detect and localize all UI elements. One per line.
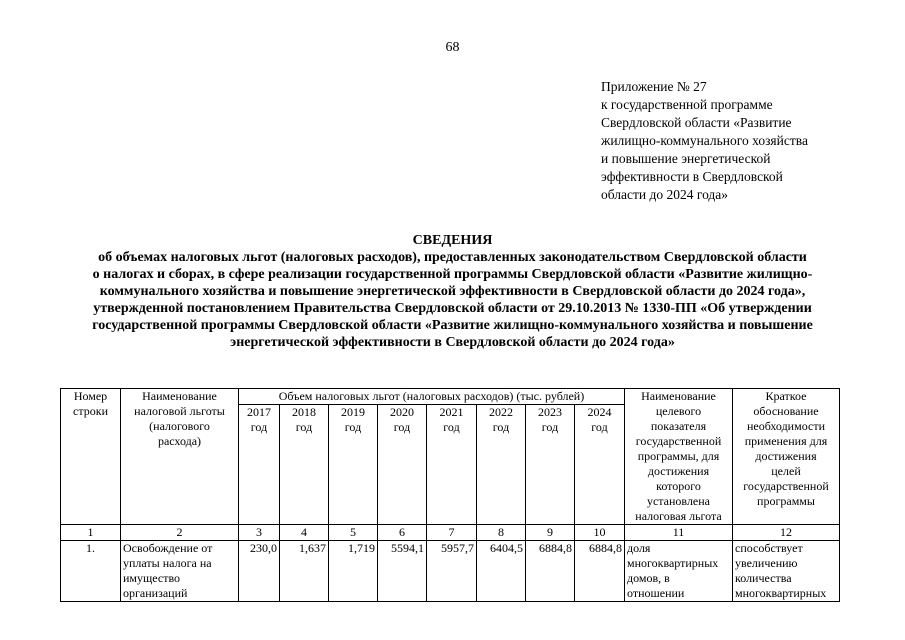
document-subtitle <box>40 249 865 351</box>
column-number: 11 <box>625 525 733 541</box>
header-year: 2019 год <box>329 405 378 525</box>
numbering-row <box>61 525 840 541</box>
header-benefit-name: Наименование налоговой льготы (налогового расхода) <box>121 389 239 525</box>
subtitle-line: государственной программы Свердловской области «Развитие жилищно-коммунального хозяйства и повышение <box>92 318 813 333</box>
subtitle-line: утвержденной постановлением Правительства Свердловской области от 29.10.2013 № 1330-ПП «Об утверждении <box>93 301 812 316</box>
appendix-line: эффективности в Свердловской <box>601 169 783 184</box>
benefit-name: Освобождение от уплаты налога на имущество организаций <box>121 541 239 602</box>
value-2023: 6884,8 <box>526 541 575 602</box>
appendix-line: Свердловской области «Развитие <box>601 115 792 130</box>
column-number: 4 <box>280 525 329 541</box>
value-2022: 6404,5 <box>477 541 526 602</box>
value-2020: 5594,1 <box>378 541 427 602</box>
value-2021: 5957,7 <box>427 541 477 602</box>
header-year: 2020 год <box>378 405 427 525</box>
header-row <box>61 389 840 405</box>
header-year: 2024 год <box>575 405 625 525</box>
header-year: 2018 год <box>280 405 329 525</box>
value-2024: 6884,8 <box>575 541 625 602</box>
header-target-indicator: Наименование целевого показателя государственной программы, для достижения которого установлена налоговая льгота <box>625 389 733 525</box>
value-2019: 1,719 <box>329 541 378 602</box>
column-number: 5 <box>329 525 378 541</box>
document-heading <box>40 232 865 351</box>
justification: способствует увеличению количества многоквартирных <box>733 541 840 602</box>
appendix-note <box>601 78 861 204</box>
header-year: 2023 год <box>526 405 575 525</box>
subtitle-line: энергетической эффективности в Свердловской области до 2024 года» <box>230 335 675 350</box>
appendix-line: Приложение № 27 <box>601 79 707 94</box>
value-2017: 230,0 <box>239 541 280 602</box>
appendix-line: жилищно-коммунального хозяйства <box>601 133 808 148</box>
appendix-line: и повышение энергетической <box>601 151 771 166</box>
column-number: 1 <box>61 525 121 541</box>
header-year: 2022 год <box>477 405 526 525</box>
header-volume: Объем налоговых льгот (налоговых расходов) (тыс. рублей) <box>239 389 625 405</box>
column-number: 9 <box>526 525 575 541</box>
column-number: 3 <box>239 525 280 541</box>
column-number: 8 <box>477 525 526 541</box>
subtitle-line: об объемах налоговых льгот (налоговых расходов), предоставленных законодательством Свердловской области <box>98 250 807 265</box>
header-year: 2021 год <box>427 405 477 525</box>
appendix-line: области до 2024 года» <box>601 187 729 202</box>
column-number: 12 <box>733 525 840 541</box>
header-row-number: Номер строки <box>61 389 121 525</box>
column-number: 2 <box>121 525 239 541</box>
column-number: 6 <box>378 525 427 541</box>
subtitle-line: коммунального хозяйства и повышение энергетической эффективности в Свердловской области до 2024 года», <box>99 284 806 299</box>
subtitle-line: о налогах и сборах, в сфере реализации государственной программы Свердловской области «Развитие жилищно- <box>92 267 813 282</box>
row-number: 1. <box>61 541 121 602</box>
page-number: 68 <box>445 40 460 55</box>
header-year: 2017 год <box>239 405 280 525</box>
header-justification: Краткое обоснование необходимости применения для достижения целей государственной программы <box>733 389 840 525</box>
target-indicator: доля многоквартирных домов, в отношении <box>625 541 733 602</box>
table-row <box>61 541 840 602</box>
value-2018: 1,637 <box>280 541 329 602</box>
document-title: СВЕДЕНИЯ <box>412 233 493 248</box>
column-number: 7 <box>427 525 477 541</box>
tax-benefits-table <box>60 388 840 602</box>
appendix-line: к государственной программе <box>601 97 773 112</box>
column-number: 10 <box>575 525 625 541</box>
